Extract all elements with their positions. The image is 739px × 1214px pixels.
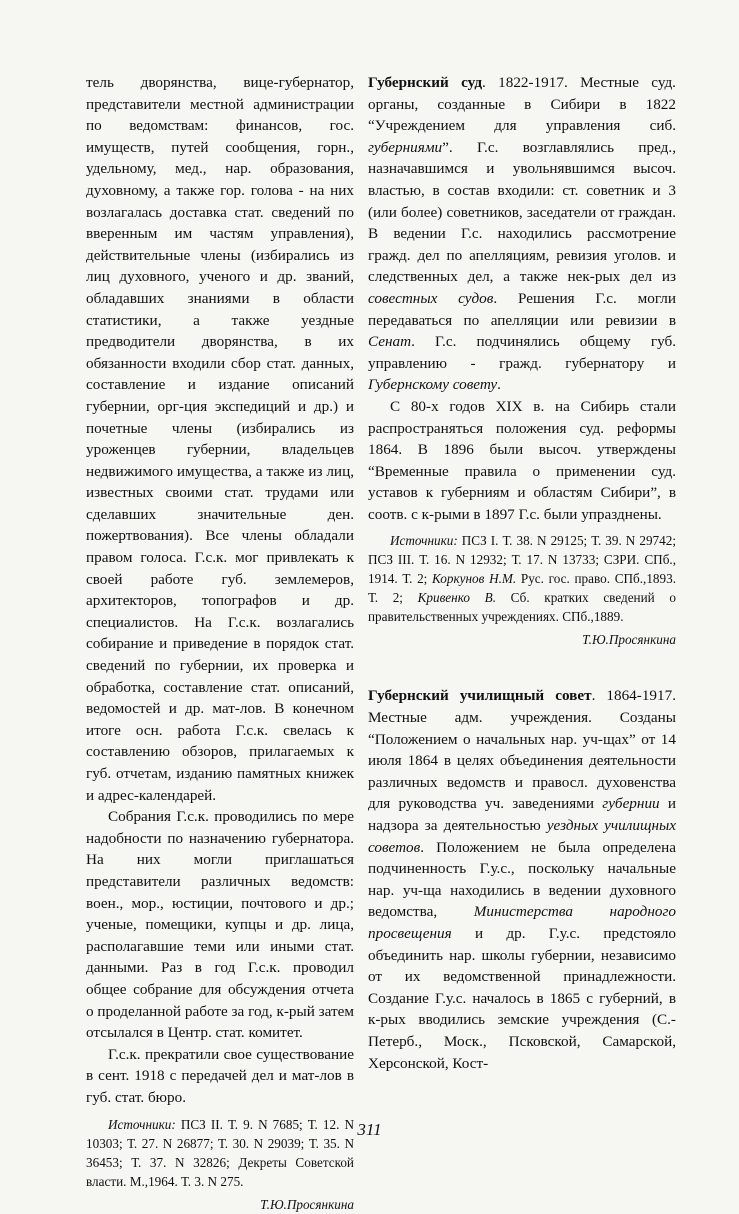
right-author: Т.Ю.Просянкина	[582, 632, 676, 648]
cross-reference: уездных училищных советов	[368, 817, 677, 856]
entry-gap	[368, 649, 676, 685]
sources-label: Источники:	[108, 1116, 176, 1132]
left-author: Т.Ю.Просянкина	[260, 1196, 354, 1212]
entry-text: .	[497, 376, 501, 394]
cross-reference: совестных судов	[368, 289, 494, 307]
sources-text: Рус. гос. право. СПб.,1893. Т. 2;	[368, 571, 676, 606]
entry-paragraph-2: С 80-х годов XIX в. на Сибирь стали распространяться положения суд. реформы 1864. В 1896 были высоч. утверждены “Временные правила о применении суд. уставов к губерниям и областям Сибири”, в соотв. с к-рыми в 1897 Г.с. были упразднены.	[368, 397, 676, 523]
entry-text: . 1864-1917. Местные адм. учреждения. Созданы “Положением о начальных нар. уч-щах” от 14 июля 1864 в целях объединения деятельности различных ведомств и правосл. духовенства для руководства уч. заведениями	[368, 687, 677, 813]
entry-text: и надзора за деятельностью	[368, 795, 676, 835]
entry-text: ”. Г.с. возглавлялись пред., назначавшимся и увольнявшимся высоч. властью, в состав входили: ст. советник и 3 (или более) советников, заседатели от граждан. В ведении Г.с. находились рассмотрение гражд. дел по апелляциям, ревизия уголов. и следственных дел, а также нек-рых дел из	[368, 138, 676, 286]
sources-text: Сб. кратких сведений о правительственных учреждениях. СПб.,1889.	[368, 590, 676, 625]
left-paragraph-2: Собрания Г.с.к. проводились по мере надобности по назначению губернатора. На них могли приглашаться представители различных ведомств: воен., мор., юстиции, почтового и др.; ученые, помещики, купцы и др. лица, располагавшие теми или иными стат. данными. Раз в год Г.с.к. проводил общее собрание для обсуждения отчета о проделанной работе за год, к-рый затем отсылался в Центр. стат. комитет.	[86, 808, 354, 1042]
left-paragraph-1: тель дворянства, вице-губернатор, представители местной администрации по ведомствам: финансов, гос. имуществ, путей сообщения, горн., удельному, мед., нар. образования, духовному, а также гор. голова - на них возлагалась доставка стат. сведений по вверенным им частям управления), действительные члены (избирались из лиц духовного, ученого и др. званий, обладавших знаниями в области статистики, а также уездные предводители дворянства, в их обязанности входили сбор стат. данных, составление и издание описаний губернии, орг-ция экспедиций и др.) и почетные члены (избирались из уроженцев губернии, владельцев недвижимого имущества, а также из лиц, известных своими стат. трудами или сделавших значительные ден. пожертвования). Все члены обладали правом голоса. Г.с.к. мог привлекать к своей работе губ. землемеров, архитекторов, топографов и др. специалистов. На Г.с.к. возлагались собирание и приведение в порядок стат. сведений по губернии, их проверка и обработка, составление стат. описаний, ведомостей и др. мат-лов. В конечном итоге осн. работа Г.с.к. свелась к составлению обзоров, прилагаемых к губ. отчетам, изданию памятных книжек и адрес-календарей.	[86, 74, 354, 804]
sources-author: Коркунов Н.М.	[432, 571, 517, 587]
entry-text: . 1822-1917. Местные суд. органы, созданные в Сибири в 1822 “Учреждением для управления сиб.	[368, 74, 676, 135]
sources-label: Источники:	[390, 533, 458, 549]
cross-reference: губерниями	[368, 138, 443, 156]
cross-reference: Губернскому совету	[368, 376, 498, 394]
sources-text: ПСЗ II. Т. 9. N 7685; Т. 12. N 10303; Т. 27. N 26877; Т. 30. N 29039; Т. 35. N 36453; Т. 37. N 32826; Декреты Советской власти. М.,1964. Т. 3. N 275.	[86, 1116, 355, 1189]
cross-reference: Сенат	[368, 333, 412, 351]
sources-author: Кривенко В.	[417, 590, 496, 606]
right-column	[368, 72, 676, 1074]
entry-text: . Положением не была определена подчиненность Г.у.с., поскольку начальные нар. уч-ща находились в ведении духовного ведомства,	[368, 838, 676, 921]
cross-reference: Министерства народного просвещения	[368, 903, 676, 942]
page-number: 311	[357, 1120, 382, 1139]
entry-gubernsky-sud	[368, 72, 676, 396]
sources-text: ПСЗ I. Т. 38. N 29125; Т. 39. N 29742; ПСЗ III. Т. 16. N 12932; Т. 17. N 13733; СЗРИ. СПб., 1914. Т. 2;	[368, 533, 676, 587]
entry-text: и др. Г.у.с. предстояло объединить нар. школы губернии, независимо от их ведомственной принадлежности. Создание Г.у.с. началось в 1865 с губерний, в к-рых вводились земские учреждения (С.-Петерб., Моск., Псковской, Самарской, Херсонской, Кост-	[368, 925, 676, 1072]
entry-uchilishchny-sovet	[368, 685, 676, 1074]
entry-text: . Решения Г.с. могли передаваться по апелляции или ревизии в	[368, 289, 677, 329]
entry-headword: Губернский суд	[368, 74, 482, 91]
entry-text: . Г.с. подчинялись общему губ. управлению - гражд. губернатору и	[368, 333, 676, 372]
left-paragraph-3: Г.с.к. прекратили свое существование в сент. 1918 с передачей дел и мат-лов в губ. стат. бюро.	[86, 1045, 354, 1106]
cross-reference: губернии	[602, 795, 660, 813]
entry-headword: Губернский училищный совет	[368, 687, 592, 705]
left-column	[86, 72, 354, 1214]
right-sources	[368, 531, 676, 626]
